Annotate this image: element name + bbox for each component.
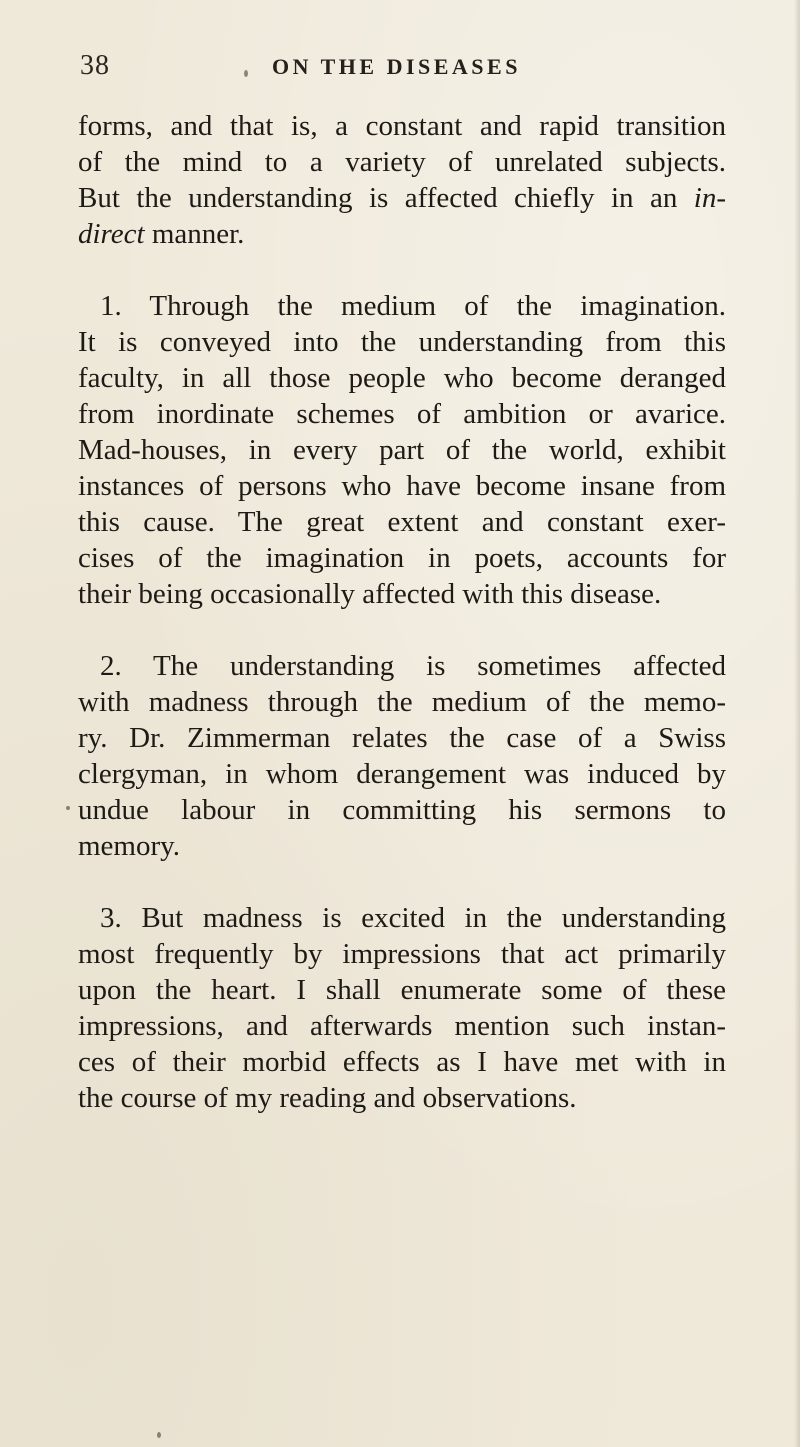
running-head: [80, 50, 720, 90]
text-line: Mad-houses, in every part of the world, exhibit: [78, 434, 726, 466]
ink-speck: [157, 1432, 161, 1438]
paragraph-2: [78, 288, 726, 612]
text-line: most frequently by impressions that act primarily: [78, 938, 726, 970]
text-line: ces of their morbid effects as I have met with in: [78, 1046, 726, 1078]
text-line: [78, 216, 726, 252]
text-line: clergyman, in whom derangement was induced by: [78, 758, 726, 790]
text-line: from inordinate schemes of ambition or avarice.: [78, 398, 726, 430]
text-line: of the mind to a variety of unrelated subjects.: [78, 146, 726, 178]
text-line: 2. The understanding is sometimes affected: [100, 650, 726, 682]
paragraph-gap: [78, 252, 726, 288]
body-text: [78, 108, 726, 1116]
ink-speck: [244, 70, 248, 77]
text-span: But the understanding is affected chiefly in an: [78, 182, 694, 214]
text-line: forms, and that is, a constant and rapid transition: [78, 110, 726, 142]
paragraph-4: [78, 900, 726, 1116]
italic-text: direct: [78, 218, 145, 250]
text-line: their being occasionally affected with this disease.: [78, 578, 662, 610]
text-line: ry. Dr. Zimmerman relates the case of a Swiss: [78, 722, 726, 754]
text-line: memory.: [78, 830, 181, 862]
page-edge-shadow: [794, 0, 800, 1447]
text-span: manner.: [144, 218, 245, 250]
running-title: ON THE DISEASES: [272, 54, 521, 79]
text-line: instances of persons who have become insane from: [78, 470, 726, 502]
italic-text: in-: [693, 182, 726, 214]
text-line: faculty, in all those people who become deranged: [78, 362, 726, 394]
page-number: 38: [80, 50, 110, 81]
text-line: the course of my reading and observations.: [78, 1082, 577, 1114]
text-line: impressions, and afterwards mention such instan-: [78, 1010, 726, 1042]
ink-speck: [66, 806, 70, 810]
text-line: It is conveyed into the understanding from this: [78, 326, 726, 358]
paragraph-gap: [78, 612, 726, 648]
text-line: cises of the imagination in poets, accounts for: [78, 542, 726, 574]
paragraph-1: [78, 108, 726, 252]
text-line: this cause. The great extent and constant exer-: [78, 506, 726, 538]
paragraph-3: [78, 648, 726, 864]
text-line: undue labour in committing his sermons to: [78, 794, 726, 826]
text-line: [78, 180, 726, 216]
paragraph-gap: [78, 864, 726, 900]
text-line: with madness through the medium of the memo-: [78, 686, 726, 718]
text-line: 1. Through the medium of the imagination.: [100, 290, 726, 322]
text-line: upon the heart. I shall enumerate some of these: [78, 974, 726, 1006]
text-line: 3. But madness is excited in the understanding: [100, 902, 726, 934]
